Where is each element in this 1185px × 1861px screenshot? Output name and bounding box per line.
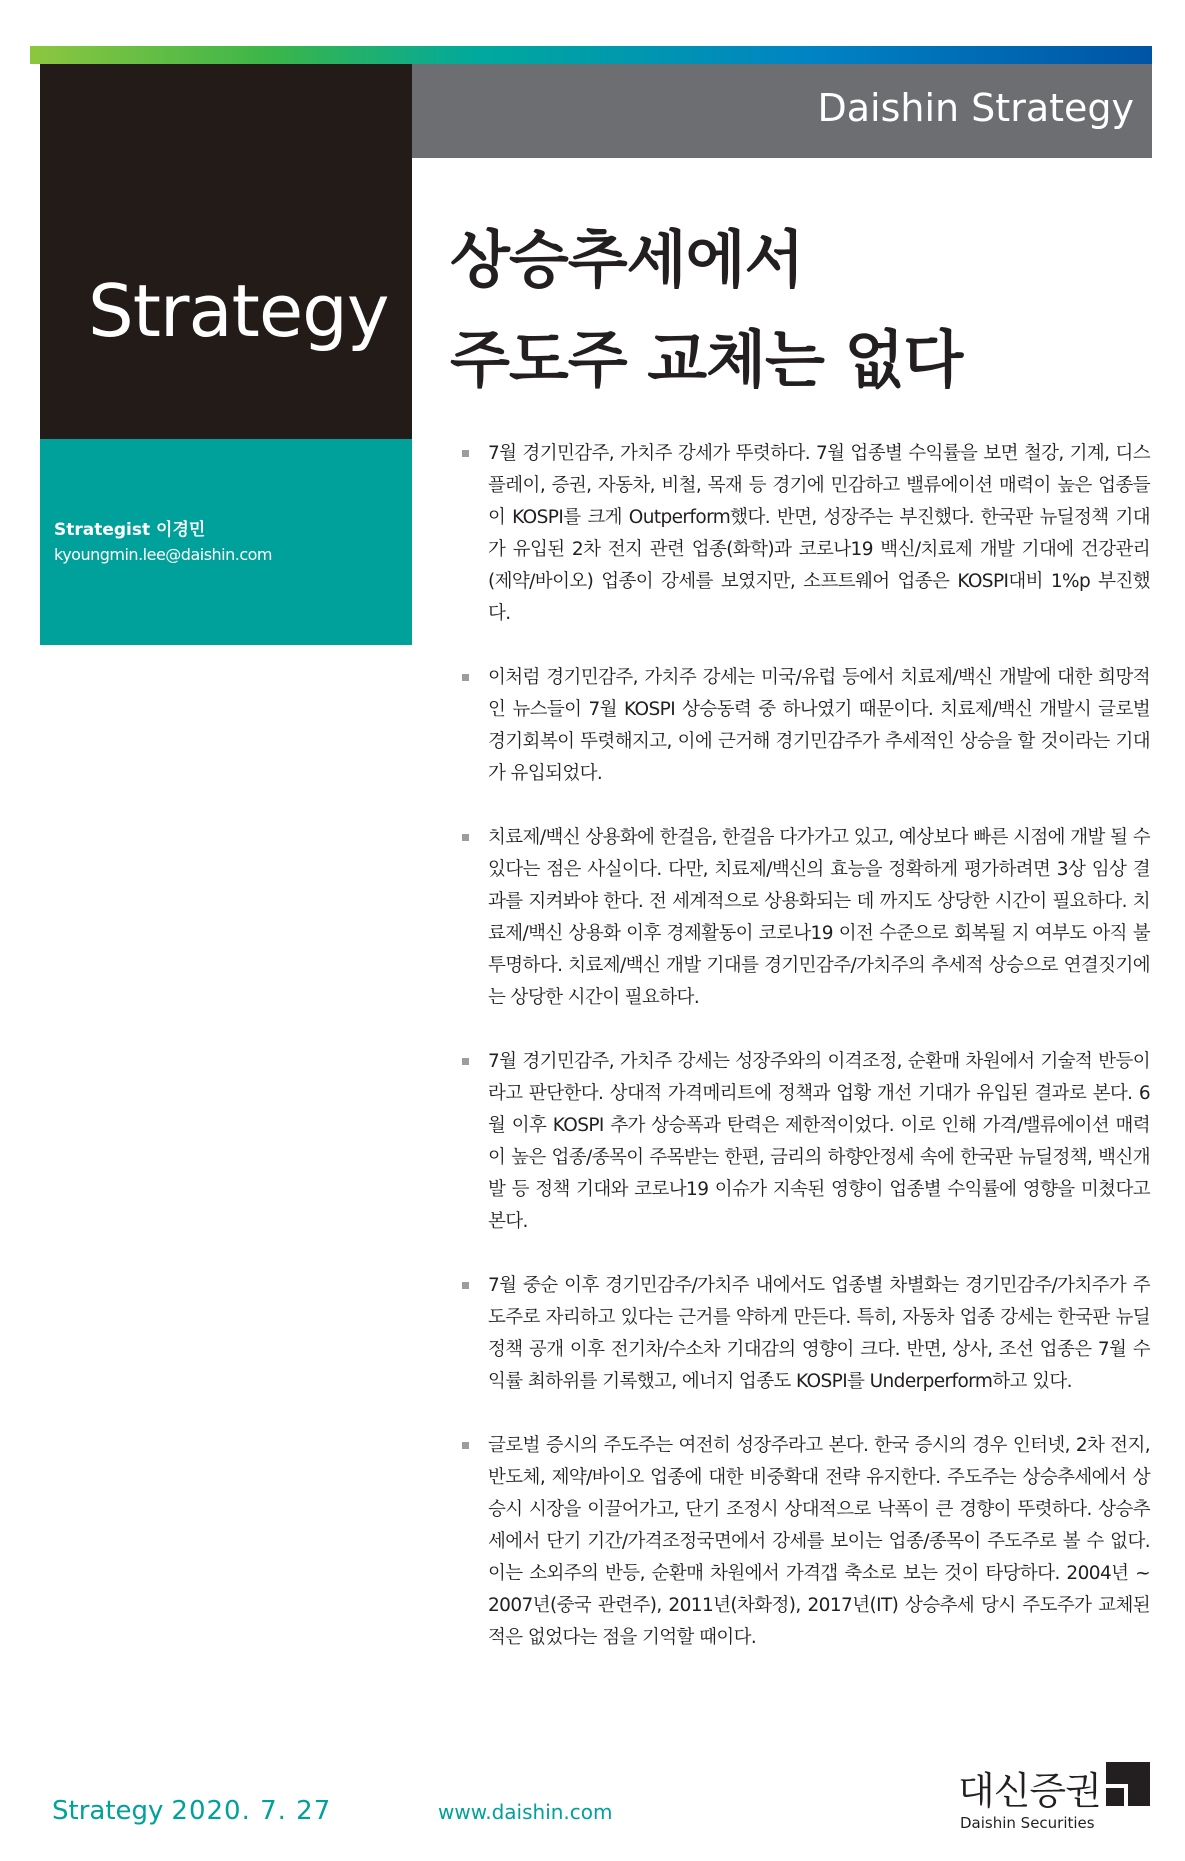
bullet-square-icon: [462, 1058, 469, 1065]
bullet-square-icon: [462, 674, 469, 681]
bullet-square-icon: [462, 834, 469, 841]
bullet-text: 7월 중순 이후 경기민감주/가치주 내에서도 업종별 차별화는 경기민감주/가치주가 주도주로 자리하고 있다는 근거를 약하게 만든다. 특히, 자동차 업종 강세는 한국판 뉴딜정책 공개 이후 전기차/수소차 기대감의 영향이 크다. 반면, 상사, 조선 업종은 7월 수익률 최하위를 기록했고, 에너지 업종도 KOSPI를 Underperform하고 있다.: [488, 1275, 1150, 1392]
footer-section: Strategy: [52, 1796, 164, 1826]
bullet-item: [460, 1046, 1150, 1238]
brand-bar: [412, 64, 1152, 158]
author-name: Strategist 이경민: [54, 520, 206, 540]
headline-line-2: 주도주 교체는 없다: [450, 323, 963, 396]
daishin-logo-mark-icon: [1102, 1758, 1154, 1810]
bullet-item: [460, 662, 1150, 790]
bullet-text: 7월 경기민감주, 가치주 강세는 성장주와의 이격조정, 순환매 차원에서 기술적 반등이라고 판단한다. 상대적 가격메리트에 정책과 업황 개선 기대가 유입된 결과로 본다. 6월 이후 KOSPI 추가 상승폭과 탄력은 제한적이었다. 이로 인해 가격/밸류에이션 매력이 높은 업종/종목이 주목받는 한편, 금리의 하향안정세 속에 한국판 뉴딜정책, 백신개발 등 정책 기대와 코로나19 이슈가 지속된 영향이 업종별 수익률에 영향을 미쳤다고 본다.: [488, 1051, 1150, 1232]
top-gradient-bar: [30, 46, 1152, 64]
bullet-item: [460, 822, 1150, 1014]
logo-english-text: Daishin Securities: [960, 1814, 1095, 1832]
author-panel: [40, 439, 412, 645]
bullet-item: [460, 1270, 1150, 1398]
section-panel: [40, 64, 412, 439]
daishin-logo: [958, 1752, 1158, 1842]
brand-title: Daishin Strategy: [817, 86, 1134, 130]
logo-korean-text: 대신증권: [958, 1769, 1101, 1813]
bullet-list: [460, 438, 1150, 1686]
section-title: Strategy: [88, 269, 389, 353]
footer-date: 2020. 7. 27: [171, 1796, 332, 1826]
bullet-text: 치료제/백신 상용화에 한걸음, 한걸음 다가가고 있고, 예상보다 빠른 시점에 개발 될 수 있다는 점은 사실이다. 다만, 치료제/백신의 효능을 정확하게 평가하려면 3상 임상 결과를 지켜봐야 한다. 전 세계적으로 상용화되는 데 까지도 상당한 시간이 필요하다. 치료제/백신 상용화 이후 경제활동이 코로나19 이전 수준으로 회복될 지 여부도 아직 불투명하다. 치료제/백신 개발 기대를 경기민감주/가치주의 추세적 상승으로 연결짓기에는 상당한 시간이 필요하다.: [488, 827, 1150, 1008]
headline-line-1: 상승추세에서: [450, 223, 804, 296]
bullet-text: 이처럼 경기민감주, 가치주 강세는 미국/유럽 등에서 치료제/백신 개발에 대한 희망적인 뉴스들이 7월 KOSPI 상승동력 중 하나였기 때문이다. 치료제/백신 개발시 글로벌 경기회복이 뚜렷해지고, 이에 근거해 경기민감주가 추세적인 상승을 할 것이라는 기대가 유입되었다.: [488, 667, 1150, 784]
bullet-text: 글로벌 증시의 주도주는 여전히 성장주라고 본다. 한국 증시의 경우 인터넷, 2차 전지, 반도체, 제약/바이오 업종에 대한 비중확대 전략 유지한다. 주도주는 상승추세에서 상승시 시장을 이끌어가고, 단기 조정시 상대적으로 낙폭이 큰 경향이 뚜렷하다. 상승추세에서 단기 기간/가격조정국면에서 강세를 보이는 업종/종목이 주도주로 볼 수 없다. 이는 소외주의 반등, 순환매 차원에서 가격갭 축소로 보는 것이 타당하다. 2004년 ~ 2007년(중국 관련주), 2011년(차화정), 2017년(IT) 상승추세 당시 주도주가 교체된 적은 없었다는 점을 기억할 때이다.: [488, 1435, 1150, 1648]
bullet-text: 7월 경기민감주, 가치주 강세가 뚜렷하다. 7월 업종별 수익률을 보면 철강, 기계, 디스플레이, 증권, 자동차, 비철, 목재 등 경기에 민감하고 밸류에이션 매력이 높은 업종들이 KOSPI를 크게 Outperform했다. 반면, 성장주는 부진했다. 한국판 뉴딜정책 기대가 유입된 2차 전지 관련 업종(화학)과 코로나19 백신/치료제 개발 기대에 건강관리(제약/바이오) 업종이 강세를 보였지만, 소프트웨어 업종은 KOSPI대비 1%p 부진했다.: [488, 443, 1150, 624]
bullet-square-icon: [462, 1442, 469, 1449]
bullet-item: [460, 438, 1150, 630]
footer-report-label: [52, 1796, 331, 1826]
bullet-square-icon: [462, 1282, 469, 1289]
bullet-item: [460, 1430, 1150, 1654]
footer-website-link[interactable]: www.daishin.com: [438, 1800, 613, 1824]
bullet-square-icon: [462, 450, 469, 457]
author-email[interactable]: kyoungmin.lee@daishin.com: [54, 545, 273, 564]
